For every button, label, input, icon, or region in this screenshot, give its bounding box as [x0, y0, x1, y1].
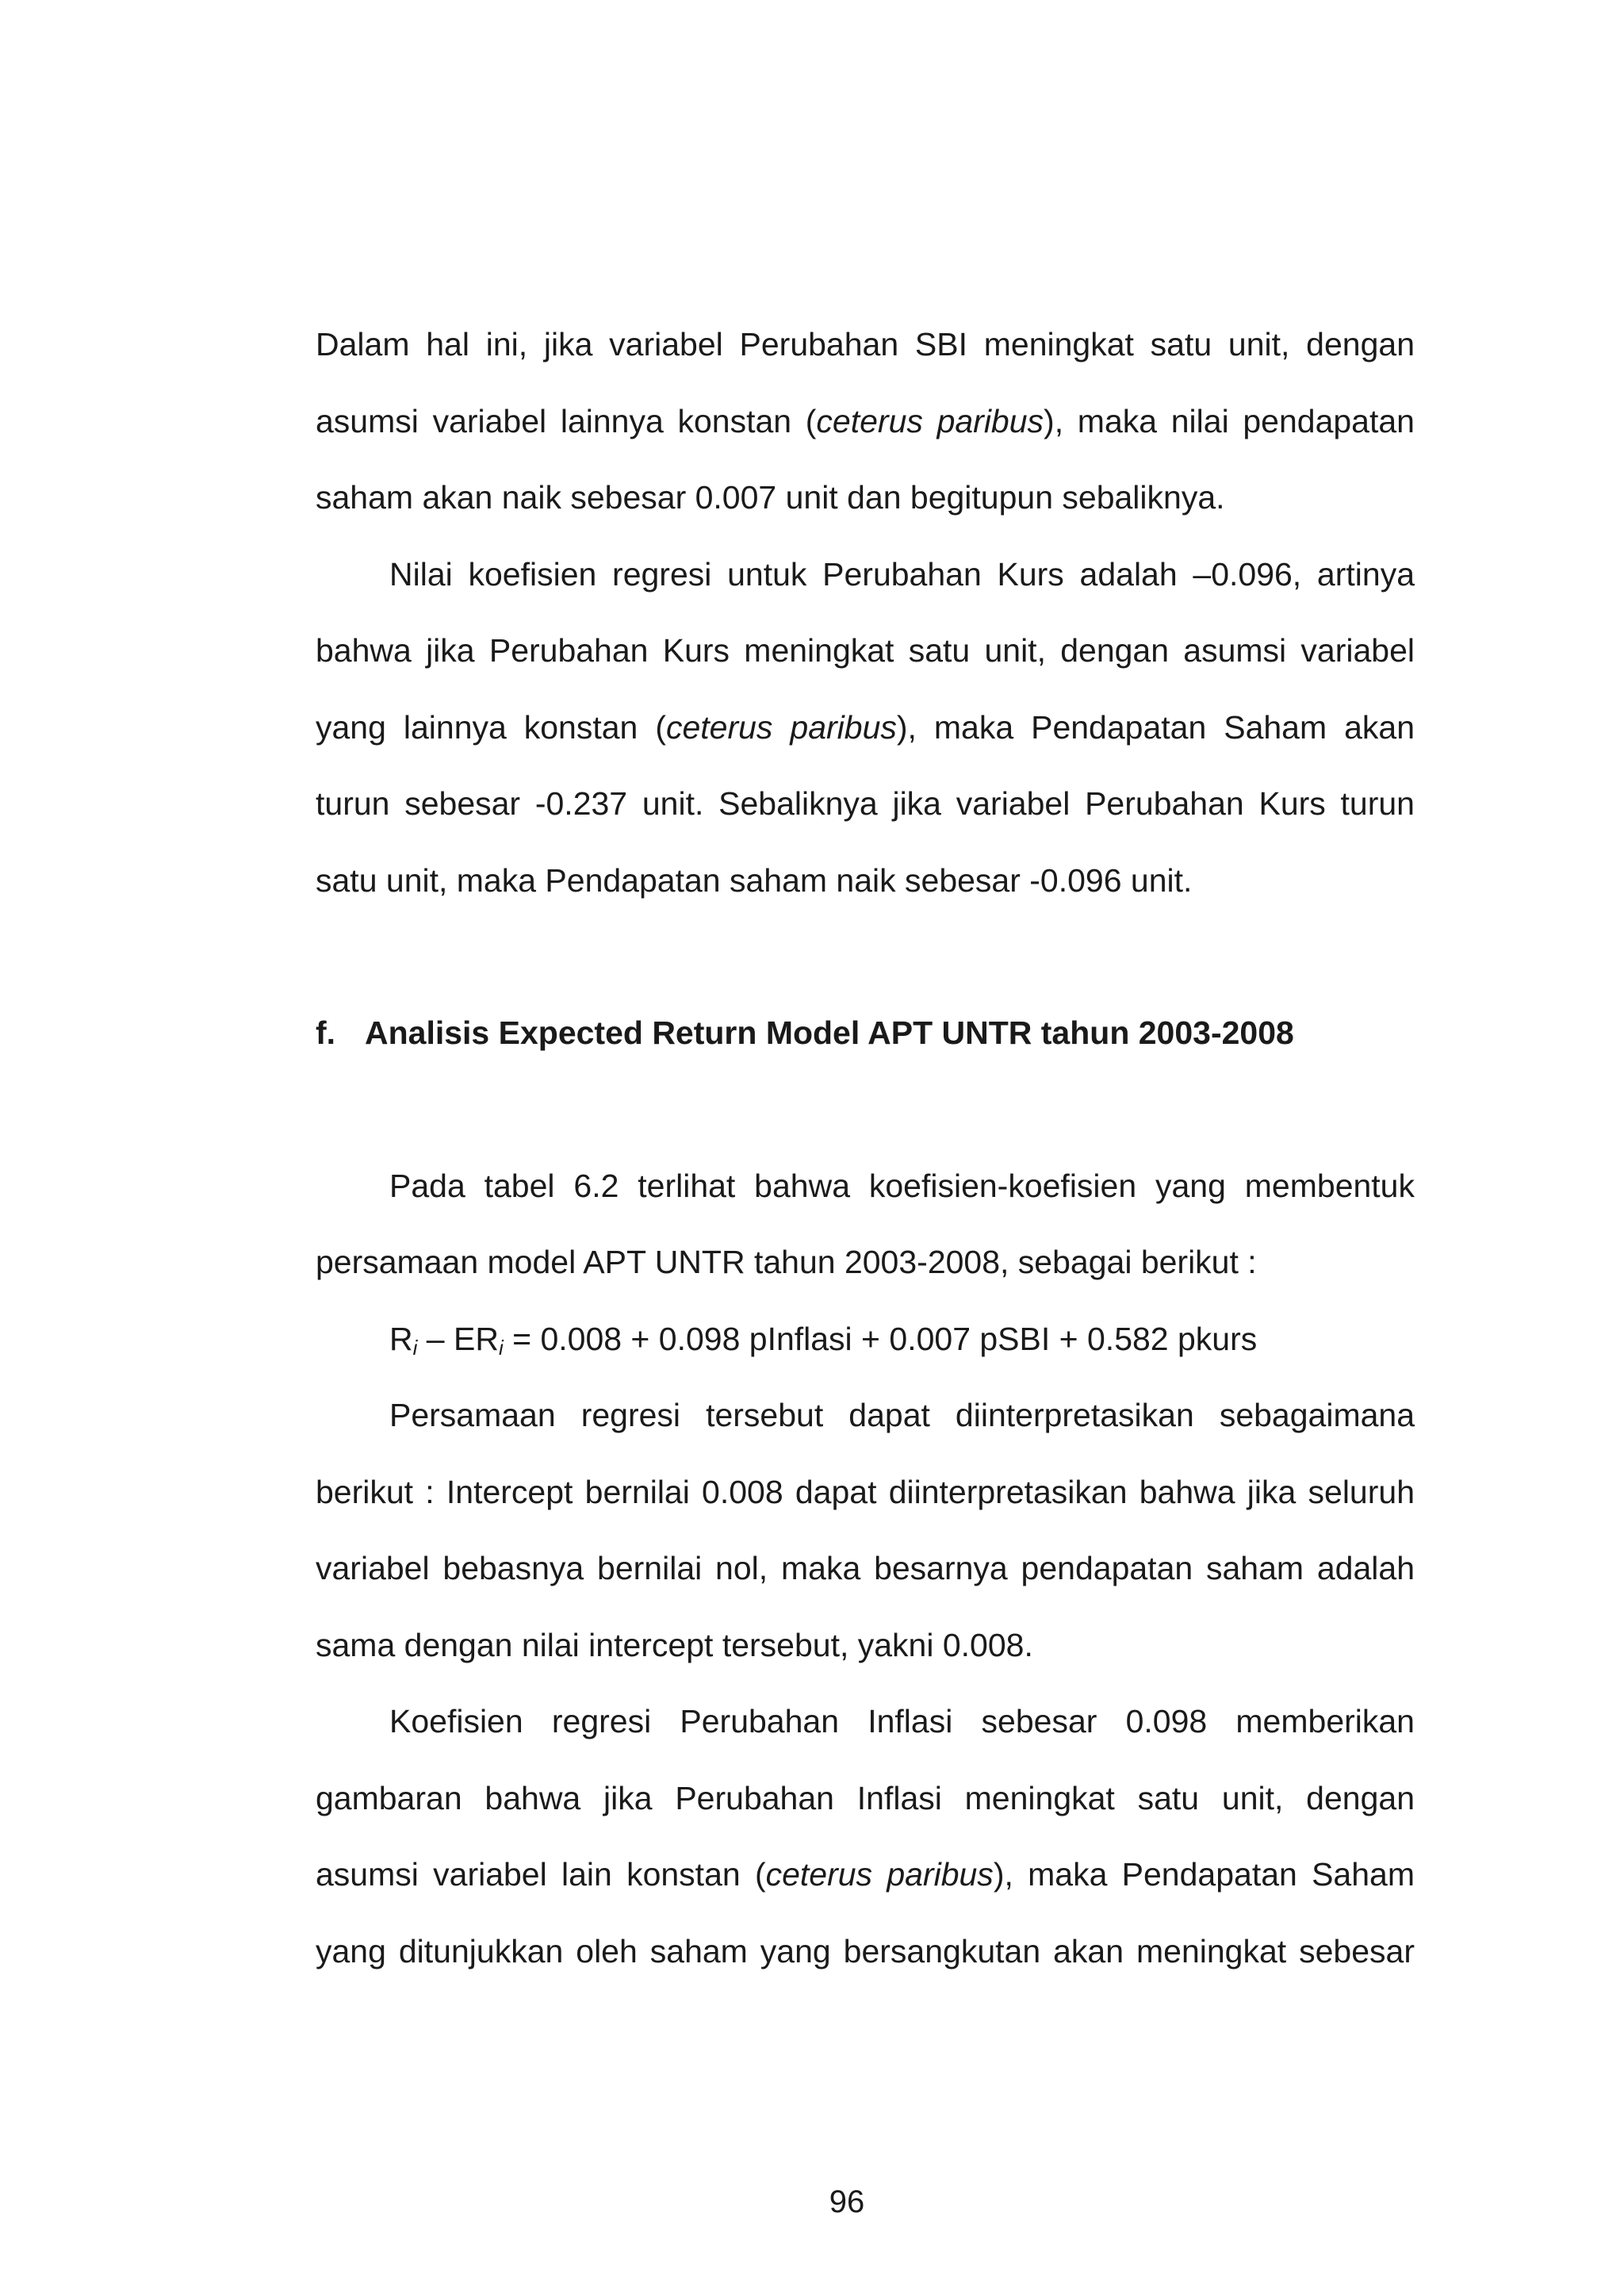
text-run: ), maka nilai pendapatan	[1044, 402, 1415, 439]
text-line: sama dengan nilai intercept tersebut, yakni 0.008.	[316, 1626, 1033, 1663]
text-line: Nilai koefisien regresi untuk Perubahan Kurs adalah –0.096, artinya	[389, 555, 1415, 593]
equation-subscript: i	[412, 1335, 418, 1360]
text-run: ), maka Pendapatan Saham	[993, 1856, 1415, 1893]
section-marker: f.	[316, 1014, 336, 1051]
paragraph-intercept-interpretation	[316, 1377, 1415, 1683]
paragraph-sbi-interpretation	[316, 306, 1415, 536]
regression-equation	[316, 1301, 1415, 1378]
text-line: Koefisien regresi Perubahan Inflasi sebesar 0.098 memberikan	[389, 1703, 1415, 1739]
page-body	[316, 306, 1415, 1989]
italic-term: ceterus paribus	[665, 708, 897, 746]
page-number: 96	[829, 2184, 865, 2219]
text-line: variabel bebasnya bernilai nol, maka besarnya pendapatan saham adalah	[316, 1550, 1415, 1586]
equation-part: = 0.008 + 0.098 pInflasi + 0.007 pSBI + 0.582 pkurs	[503, 1320, 1258, 1357]
text-line: Persamaan regresi tersebut dapat diinterpretasikan sebagaimana	[389, 1397, 1415, 1433]
spacer	[316, 919, 1415, 995]
italic-term: ceterus paribus	[816, 402, 1044, 439]
text-run: yang lainnya konstan (	[316, 708, 666, 746]
section-heading	[316, 995, 1415, 1072]
text-line	[316, 383, 1415, 460]
text-line: gambaran bahwa jika Perubahan Inflasi meningkat satu unit, dengan	[316, 1779, 1415, 1816]
text-line	[316, 1836, 1415, 1913]
text-line: satu unit, maka Pendapatan saham naik sebesar -0.096 unit.	[316, 861, 1193, 899]
text-line: Pada tabel 6.2 terlihat bahwa koefisien-koefisien yang membentuk	[389, 1167, 1415, 1204]
spacer	[316, 1072, 1415, 1148]
text-line: Dalam hal ini, jika variabel Perubahan SBI meningkat satu unit, dengan	[316, 326, 1415, 362]
text-line: berikut : Intercept bernilai 0.008 dapat diinterpretasikan bahwa jika seluruh	[316, 1473, 1415, 1510]
section-title: Analisis Expected Return Model APT UNTR tahun 2003-2008	[365, 1014, 1294, 1051]
text-line: persamaan model APT UNTR tahun 2003-2008, sebagai berikut :	[316, 1244, 1257, 1280]
text-run: asumsi variabel lainnya konstan (	[316, 402, 817, 439]
equation-part: – ER	[417, 1320, 499, 1357]
equation-subscript: i	[498, 1335, 504, 1360]
text-run: asumsi variabel lain konstan (	[316, 1856, 766, 1893]
text-line: yang ditunjukkan oleh saham yang bersangkutan akan meningkat sebesar	[316, 1932, 1415, 1969]
text-run: ), maka Pendapatan Saham akan	[896, 708, 1415, 746]
equation-part: R	[389, 1320, 413, 1357]
italic-term: ceterus paribus	[765, 1856, 994, 1893]
text-line: saham akan naik sebesar 0.007 unit dan begitupun sebaliknya.	[316, 479, 1225, 516]
paragraph-kurs-interpretation	[316, 536, 1415, 919]
text-line	[316, 689, 1415, 766]
paragraph-apt-intro	[316, 1148, 1415, 1301]
paragraph-inflasi-interpretation	[316, 1683, 1415, 1989]
text-line: bahwa jika Perubahan Kurs meningkat satu unit, dengan asumsi variabel	[316, 632, 1415, 669]
text-line: turun sebesar -0.237 unit. Sebaliknya jika variabel Perubahan Kurs turun	[316, 785, 1415, 822]
